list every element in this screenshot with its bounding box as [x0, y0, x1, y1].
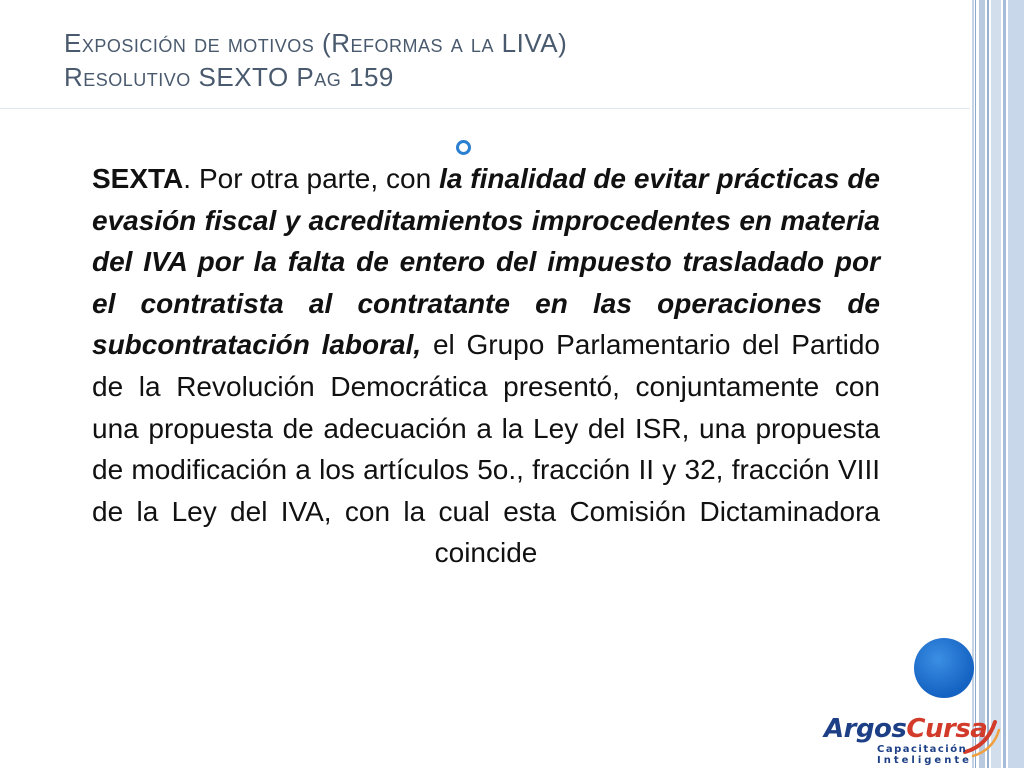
body-part1: . Por otra parte, con: [183, 163, 440, 194]
blue-circle-decoration: [914, 638, 974, 698]
body-lead: SEXTA: [92, 163, 184, 194]
title-divider: [0, 108, 970, 109]
argoscursa-logo: [822, 712, 1002, 768]
logo-tagline2: Inteligente: [877, 755, 972, 766]
body-emphasis: la finalidad de evitar prácticas de evasión fiscal y acreditamientos improcedentes en materia del IVA por la falta de entero del impuesto trasladado por el contratista al contratante en las operaciones de subcontratación laboral,: [92, 163, 880, 361]
body-part2: el Grupo Parlamentario del Partido de la Revolución Democrática presentó, conjuntamente con una propuesta de adecuación a la Ley del ISR, una propuesta de modificación a los artículos 5o., fracción II y 32, fracción VIII de la Ley del IVA, con la cual esta Comisión Dictaminadora coincide: [92, 329, 881, 569]
slide-title-line2: Resolutivo SEXTO Pag 159: [64, 62, 394, 92]
logo-wordmark: ArgosCursa: [824, 714, 988, 744]
slide-title: [64, 26, 944, 94]
slide-title-line1: Exposición de motivos (Reformas a la LIVA): [64, 28, 568, 58]
logo-tagline1: Capacitación: [877, 744, 968, 755]
bullet-circle-icon: [456, 140, 471, 155]
decorative-stripes: [972, 0, 1024, 768]
body-paragraph: [92, 158, 880, 574]
